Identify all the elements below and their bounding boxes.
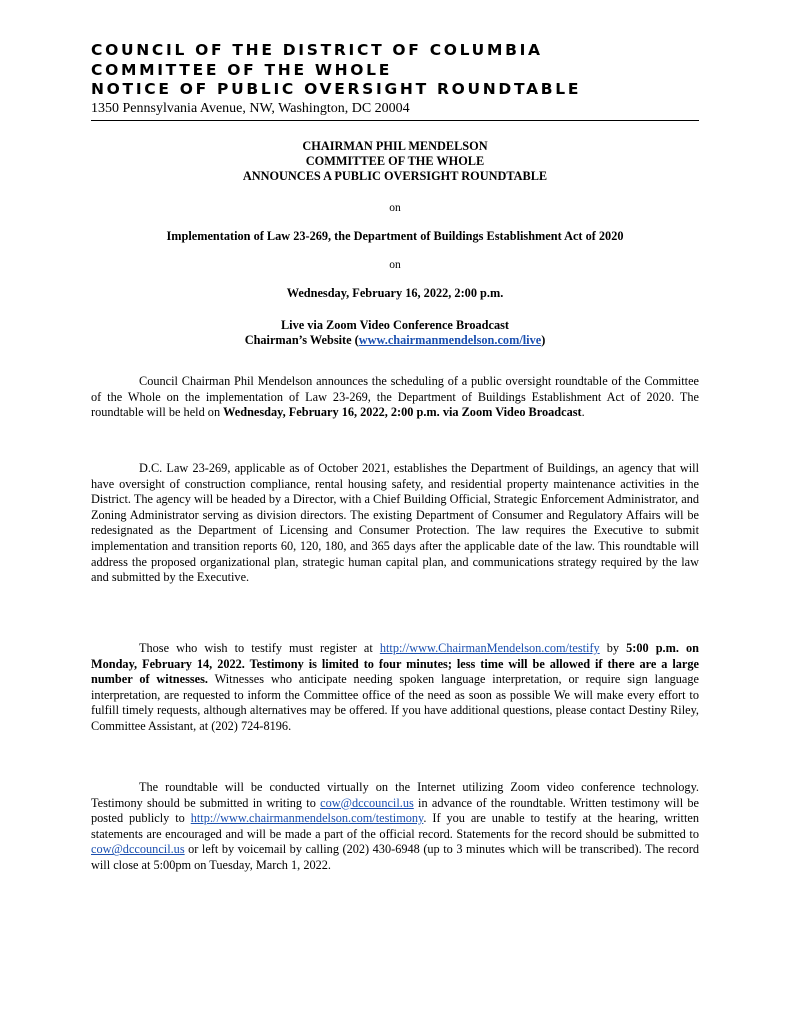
broadcast-line: Live via Zoom Video Conference Broadcast	[280, 318, 510, 332]
on-connector-2: on	[389, 259, 401, 271]
letterhead-committee: COMMITTEE OF THE WHOLE	[91, 60, 393, 79]
letterhead-council: COUNCIL OF THE DISTRICT OF COLUMBIA	[91, 41, 543, 59]
testimony-posting-link[interactable]: http://www.chairmanmendelson.com/testimony	[190, 811, 424, 826]
registration-deadline-bold: 5:00 p.m. on Monday, February 14, 2022. Testimony is limited to four minutes; less time will be allowed if there are a large number of witnesses.	[91, 641, 699, 687]
on-connector-1: on	[389, 202, 401, 214]
announcement-block	[91, 139, 699, 184]
paragraph-virtual-testimony: The roundtable will be conducted virtually on the Internet utilizing Zoom video conference technology. Testimony should be submitted in writing to cow@dccouncil.us in advance of the roundtable. Written testimony will be posted publicly to http://www.chairmanmendelson.com/testimony. If you are unable to testify at the hearing, written statements are encouraged and will be made a part of the official record. Statements for the record should be submitted to cow@dccouncil.us or left by voicemail by calling (202) 430-6948 (up to 3 minutes which will be transcribed). The record will close at 5:00pm on Tuesday, March 1, 2022.	[91, 780, 700, 872]
roundtable-date-time: Wednesday, February 16, 2022, 2:00 p.m.	[286, 286, 504, 300]
header-divider	[91, 120, 699, 121]
chairman-website-link[interactable]: www.chairmanmendelson.com/live	[358, 333, 542, 347]
cow-email-link-1[interactable]: cow@dccouncil.us	[320, 795, 414, 810]
chairman-name: CHAIRMAN PHIL MENDELSON	[302, 139, 488, 153]
letterhead-address: 1350 Pennsylvania Avenue, NW, Washington, DC 20004	[91, 101, 410, 116]
roundtable-subject: Implementation of Law 23-269, the Department of Buildings Establishment Act of 2020	[166, 229, 624, 243]
broadcast-block	[91, 318, 699, 348]
paragraph-announcement: Council Chairman Phil Mendelson announces the scheduling of a public oversight roundtable of the Committee of the Whole on the implementation of Law 23-269, the Department of Buildings Establishment Act of 2020. The roundtable will be held on Wednesday, February 16, 2022, 2:00 p.m. via Zoom Video Broadcast.	[91, 374, 699, 420]
website-line: Chairman’s Website (www.chairmanmendelson.com/live)	[244, 333, 546, 347]
testify-registration-link[interactable]: http://www.ChairmanMendelson.com/testify	[379, 641, 600, 655]
paragraph-law-description: D.C. Law 23-269, applicable as of October 2021, establishes the Department of Buildings, an agency that will have oversight of construction compliance, rental housing safety, and residential property maintenance activities in the District. The agency will be headed by a Director, with a Chief Building Official, Strategic Enforcement Administrator, and Zoning Administrator serving as division directors. The existing Department of Consumer and Regulatory Affairs will be redesignated as the Department of Licensing and Consumer Protection. The law requires the Executive to submit implementation and transition reports 60, 120, 180, and 365 days after the applicable date of the law. This roundtable will address the proposed organizational plan, strategic human capital plan, and communications strategy required by the law and submitted by the Executive.	[91, 461, 699, 585]
committee-name: COMMITTEE OF THE WHOLE	[305, 154, 485, 168]
announcement-line: ANNOUNCES A PUBLIC OVERSIGHT ROUNDTABLE	[242, 169, 548, 183]
hearing-date-bold: Wednesday, February 16, 2022, 2:00 p.m. via Zoom Video Broadcast	[223, 405, 582, 420]
cow-email-link-2[interactable]: cow@dccouncil.us	[91, 842, 185, 857]
letterhead-notice-title: NOTICE OF PUBLIC OVERSIGHT ROUNDTABLE	[91, 80, 582, 98]
letterhead	[91, 41, 711, 100]
paragraph-testify-instructions: Those who wish to testify must register at http://www.ChairmanMendelson.com/testify by 5:00 p.m. on Monday, February 14, 2022. Testimony is limited to four minutes; less time will be allowed if there are a large number of witnesses. Witnesses who anticipate needing spoken language interpretation, or require sign language interpretation, are requested to inform the Committee office of the need as soon as possible We will make every effort to fulfill timely requests, although alternatives may be offered. If you have additional questions, please contact Destiny Riley, Committee Assistant, at (202) 724-8196.	[91, 641, 699, 733]
